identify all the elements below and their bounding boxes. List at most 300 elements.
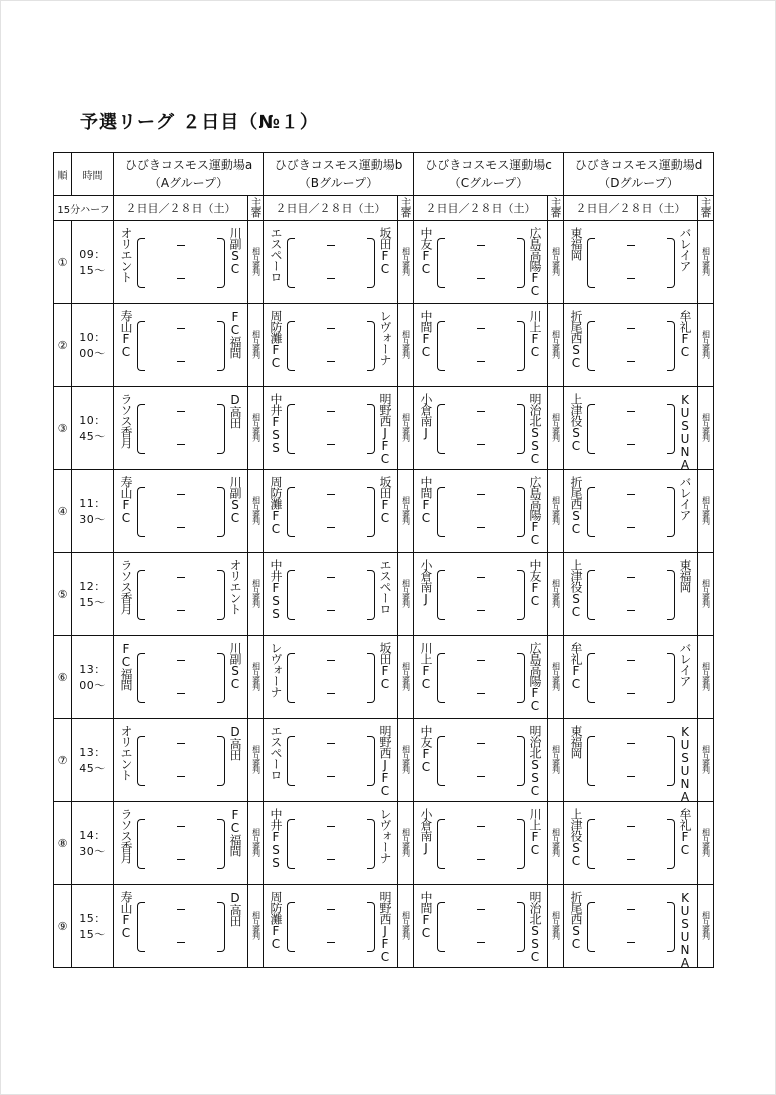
away-team: 坂田FC [378,476,392,524]
match-row [54,387,714,470]
match-cell [114,470,248,553]
score-bracket [137,819,145,869]
kickoff-time-text: 14：30～ [79,829,106,858]
score-dash [177,859,185,860]
mutual-referee-text: 相互審判 [701,661,711,690]
kickoff-time-text: 12：15～ [79,580,106,609]
kickoff-time [72,470,114,553]
referee-cell [698,719,714,802]
score-dash [327,743,335,744]
score-bracket [587,736,595,786]
match [264,553,397,635]
kickoff-time [72,885,114,968]
away-team: エスペーロ [378,559,392,614]
referee-cell [398,221,414,304]
score-dash [477,610,485,611]
home-team: 周防灘FC [269,310,283,369]
score-dash [177,942,185,943]
score-bracket [287,902,295,952]
away-team: 中友FC [528,559,542,607]
home-team: 中友FC [419,725,433,773]
referee-cell [548,636,564,719]
mutual-referee-text: 相互審判 [401,910,411,939]
score-bracket [667,404,675,454]
score-box[interactable] [587,570,675,618]
match-cell [264,304,398,387]
away-team: D高田 [228,725,242,760]
score-box[interactable] [137,902,225,950]
match [414,802,547,884]
home-team: 中間FC [419,476,433,524]
referee-cell [248,553,264,636]
referee-cell [248,802,264,885]
score-box[interactable] [437,819,525,867]
mutual-referee-text: 相互審判 [401,412,411,441]
score-bracket [287,238,295,288]
score-box[interactable] [287,404,375,452]
match [414,221,547,303]
referee-cell [548,304,564,387]
round-number-text: ② [57,338,68,352]
away-team: 広島高陽FC [528,227,542,297]
score-dash [627,494,635,495]
score-box[interactable] [287,653,375,701]
score-bracket [587,404,595,454]
home-team: 折尾西SC [569,476,583,535]
score-box[interactable] [437,902,525,950]
score-box[interactable] [437,487,525,535]
score-dash [327,328,335,329]
kickoff-time-text: 09：15～ [79,248,106,277]
home-team: 上津役SC [569,559,583,618]
score-bracket [287,653,295,703]
away-team: 坂田FC [378,227,392,275]
score-box[interactable] [287,819,375,867]
away-team: KUSUNA [678,725,692,803]
score-dash [477,577,485,578]
score-box[interactable] [137,653,225,701]
referee-cell [248,304,264,387]
home-team: 寿山FC [119,310,133,358]
score-box[interactable] [287,321,375,369]
score-bracket [517,404,525,454]
score-dash [327,610,335,611]
round-number [54,885,72,968]
kickoff-time [72,387,114,470]
score-box[interactable] [137,321,225,369]
home-team: ラソス香月 [119,808,133,863]
round-number-text: ③ [57,421,68,435]
kickoff-time [72,636,114,719]
page-title: 予選リーグ ２日目（№１） [80,112,319,133]
away-team: 坂田FC [378,642,392,690]
away-team: 明治北SSC [528,725,542,797]
mutual-referee-text: 相互審判 [701,910,711,939]
mutual-referee-text: 相互審判 [251,744,261,773]
match-cell [414,304,548,387]
away-team: レヴォーナ [378,808,392,863]
score-bracket [217,404,225,454]
mutual-referee-text: 相互審判 [701,329,711,358]
match [564,221,697,303]
score-box[interactable] [137,404,225,452]
score-box[interactable] [137,487,225,535]
score-bracket [517,819,525,869]
round-number-text: ⑥ [57,670,68,684]
round-number [54,221,72,304]
schedule-table [53,152,714,968]
match [264,387,397,469]
referee-cell [548,719,564,802]
score-box[interactable] [587,736,675,784]
away-team: 広島高陽FC [528,476,542,546]
score-box[interactable] [437,404,525,452]
venue-name: ひびきコスモス運動場c [425,158,552,172]
round-number-text: ⑧ [57,836,68,850]
mutual-referee-text: 相互審判 [701,412,711,441]
mutual-referee-text: 相互審判 [251,578,261,607]
kickoff-time [72,719,114,802]
score-box[interactable] [287,902,375,950]
home-team: 中友FC [419,227,433,275]
kickoff-time [72,553,114,636]
away-team: 川上FC [528,808,542,856]
match-cell [414,470,548,553]
score-box[interactable] [287,487,375,535]
home-team: 東福岡 [569,227,583,260]
score-bracket [587,653,595,703]
score-bracket [217,819,225,869]
score-bracket [437,570,445,620]
score-box[interactable] [287,736,375,784]
score-bracket [667,238,675,288]
mutual-referee-text: 相互審判 [251,329,261,358]
mutual-referee-text: 相互審判 [401,744,411,773]
score-box[interactable] [287,238,375,286]
score-dash [327,494,335,495]
score-dash [177,826,185,827]
match [264,304,397,386]
mutual-referee-text: 相互審判 [551,412,561,441]
referee-cell [698,802,714,885]
score-dash [477,859,485,860]
match [114,719,247,801]
score-dash [627,577,635,578]
score-box[interactable] [137,819,225,867]
away-team: 明治北SSC [528,891,542,963]
score-dash [327,361,335,362]
match [114,387,247,469]
match [114,304,247,386]
referee-cell [698,553,714,636]
match-cell [564,304,698,387]
score-bracket [667,902,675,952]
score-bracket [137,321,145,371]
match [114,636,247,718]
score-dash [327,660,335,661]
score-bracket [517,238,525,288]
score-box[interactable] [287,570,375,618]
away-team: バレイア [678,642,692,686]
mutual-referee-text: 相互審判 [401,827,411,856]
score-box[interactable] [137,736,225,784]
score-dash [627,328,635,329]
referee-cell [548,802,564,885]
match [564,802,697,884]
score-dash [177,361,185,362]
match-cell [114,802,248,885]
score-dash [627,527,635,528]
away-team: 川上FC [528,310,542,358]
score-bracket [437,321,445,371]
home-team: 川上FC [419,642,433,690]
away-team: 牟礼FC [678,310,692,358]
score-bracket [367,736,375,786]
mutual-referee-text: 相互審判 [701,495,711,524]
score-bracket [437,736,445,786]
match-cell [264,553,398,636]
match-cell [414,221,548,304]
referee-head-text: 主審 [549,196,562,217]
score-bracket [437,238,445,288]
match [564,636,697,718]
referee-cell [548,387,564,470]
score-bracket [287,404,295,454]
match-row [54,553,714,636]
match-row [54,885,714,968]
match-cell [564,885,698,968]
time-label: 時間 [82,170,103,182]
referee-header [548,196,564,221]
score-dash [177,444,185,445]
mutual-referee-text: 相互審判 [251,412,261,441]
kickoff-time-text: 13：00～ [79,663,106,692]
venue-group: （Bグループ） [298,176,379,190]
match-cell [114,636,248,719]
score-dash [177,693,185,694]
referee-head-text: 主審 [399,196,412,217]
score-dash [477,942,485,943]
score-dash [627,743,635,744]
score-dash [327,527,335,528]
referee-cell [398,885,414,968]
score-box[interactable] [587,321,675,369]
score-dash [177,577,185,578]
mutual-referee-text: 相互審判 [551,329,561,358]
score-box[interactable] [437,570,525,618]
score-bracket [367,570,375,620]
kickoff-time-text: 10：00～ [79,331,106,360]
mutual-referee-text: 相互審判 [551,495,561,524]
home-team: 寿山FC [119,891,133,939]
match-cell [414,802,548,885]
match [564,719,697,801]
score-box[interactable] [137,238,225,286]
score-dash [627,693,635,694]
round-number [54,304,72,387]
away-team: FC福間 [228,808,242,856]
score-dash [627,776,635,777]
match [414,636,547,718]
score-bracket [517,321,525,371]
home-team: ラソス香月 [119,559,133,614]
mutual-referee-text: 相互審判 [701,827,711,856]
referee-cell [698,885,714,968]
match-cell [264,470,398,553]
venue-group: （Dグループ） [598,176,679,190]
score-dash [477,909,485,910]
score-bracket [367,653,375,703]
subheader-row [54,196,714,221]
referee-cell [698,636,714,719]
mutual-referee-text: 相互審判 [551,827,561,856]
match-cell [114,885,248,968]
score-dash [627,610,635,611]
referee-header [698,196,714,221]
score-dash [327,577,335,578]
score-dash [477,660,485,661]
away-team: 川副SC [228,642,242,690]
score-bracket [137,653,145,703]
mutual-referee-text: 相互審判 [551,910,561,939]
score-box[interactable] [587,819,675,867]
score-dash [177,527,185,528]
score-dash [627,660,635,661]
match-cell [114,387,248,470]
referee-cell [398,802,414,885]
referee-cell [698,221,714,304]
score-bracket [437,819,445,869]
score-box[interactable] [587,487,675,535]
score-box[interactable] [437,321,525,369]
score-dash [477,444,485,445]
round-number-text: ④ [57,504,68,518]
match-row [54,636,714,719]
referee-cell [398,387,414,470]
kickoff-time-text: 13：45～ [79,746,106,775]
match [564,553,697,635]
score-dash [327,411,335,412]
round-number-text: ⑨ [57,919,68,933]
home-team: 周防灘FC [269,891,283,950]
score-dash [177,494,185,495]
score-dash [177,776,185,777]
order-label: 順 [57,170,68,182]
away-team: D高田 [228,891,242,926]
score-bracket [287,736,295,786]
score-bracket [217,487,225,537]
mutual-referee-text: 相互審判 [251,910,261,939]
score-dash [327,693,335,694]
venue-header [564,153,714,196]
score-bracket [517,653,525,703]
referee-cell [698,304,714,387]
match-row [54,221,714,304]
score-bracket [667,736,675,786]
away-team: オリエント [228,559,242,614]
match-cell [114,304,248,387]
away-team: FC福間 [228,310,242,358]
referee-cell [548,470,564,553]
score-dash [177,909,185,910]
score-dash [327,776,335,777]
referee-header [248,196,264,221]
score-dash [327,444,335,445]
mutual-referee-text: 相互審判 [551,578,561,607]
venue-group: （Cグループ） [448,176,529,190]
score-bracket [367,321,375,371]
score-box[interactable] [437,736,525,784]
match [264,636,397,718]
match [114,470,247,552]
referee-cell [248,885,264,968]
score-bracket [587,487,595,537]
match-cell [564,719,698,802]
home-team: ラソス香月 [119,393,133,448]
away-team: D高田 [228,393,242,428]
home-team: 折尾西SC [569,891,583,950]
home-team: オリエント [119,725,133,780]
score-bracket [287,819,295,869]
score-bracket [367,902,375,952]
venue-header [264,153,414,196]
match-cell [264,802,398,885]
score-dash [627,942,635,943]
referee-head-text: 主審 [699,196,712,217]
score-box[interactable] [587,653,675,701]
match-cell [564,636,698,719]
mutual-referee-text: 相互審判 [251,246,261,275]
match-cell [564,802,698,885]
score-bracket [287,321,295,371]
score-box[interactable] [587,238,675,286]
score-box[interactable] [587,902,675,950]
score-bracket [137,238,145,288]
score-bracket [517,570,525,620]
score-box[interactable] [587,404,675,452]
score-box[interactable] [437,653,525,701]
match-row [54,304,714,387]
score-box[interactable] [137,570,225,618]
score-bracket [587,570,595,620]
home-team: 中井FSS [269,393,283,454]
score-dash [477,494,485,495]
away-team: 明野西JFC [378,725,392,797]
kickoff-time [72,304,114,387]
score-bracket [367,404,375,454]
score-dash [627,859,635,860]
score-dash [477,411,485,412]
venue-name: ひびきコスモス運動場b [274,158,403,172]
away-team: KUSUNA [678,891,692,969]
score-dash [177,278,185,279]
home-team: 寿山FC [119,476,133,524]
referee-cell [248,719,264,802]
score-dash [177,245,185,246]
round-number-text: ⑦ [57,753,68,767]
referee-cell [548,553,564,636]
away-team: レヴォーナ [378,310,392,365]
match-cell [414,553,548,636]
match [114,802,247,884]
match-cell [114,553,248,636]
home-team: 上津役SC [569,808,583,867]
kickoff-time-text: 11：30～ [79,497,106,526]
match-cell [414,719,548,802]
score-dash [477,693,485,694]
score-box[interactable] [437,238,525,286]
match [564,470,697,552]
